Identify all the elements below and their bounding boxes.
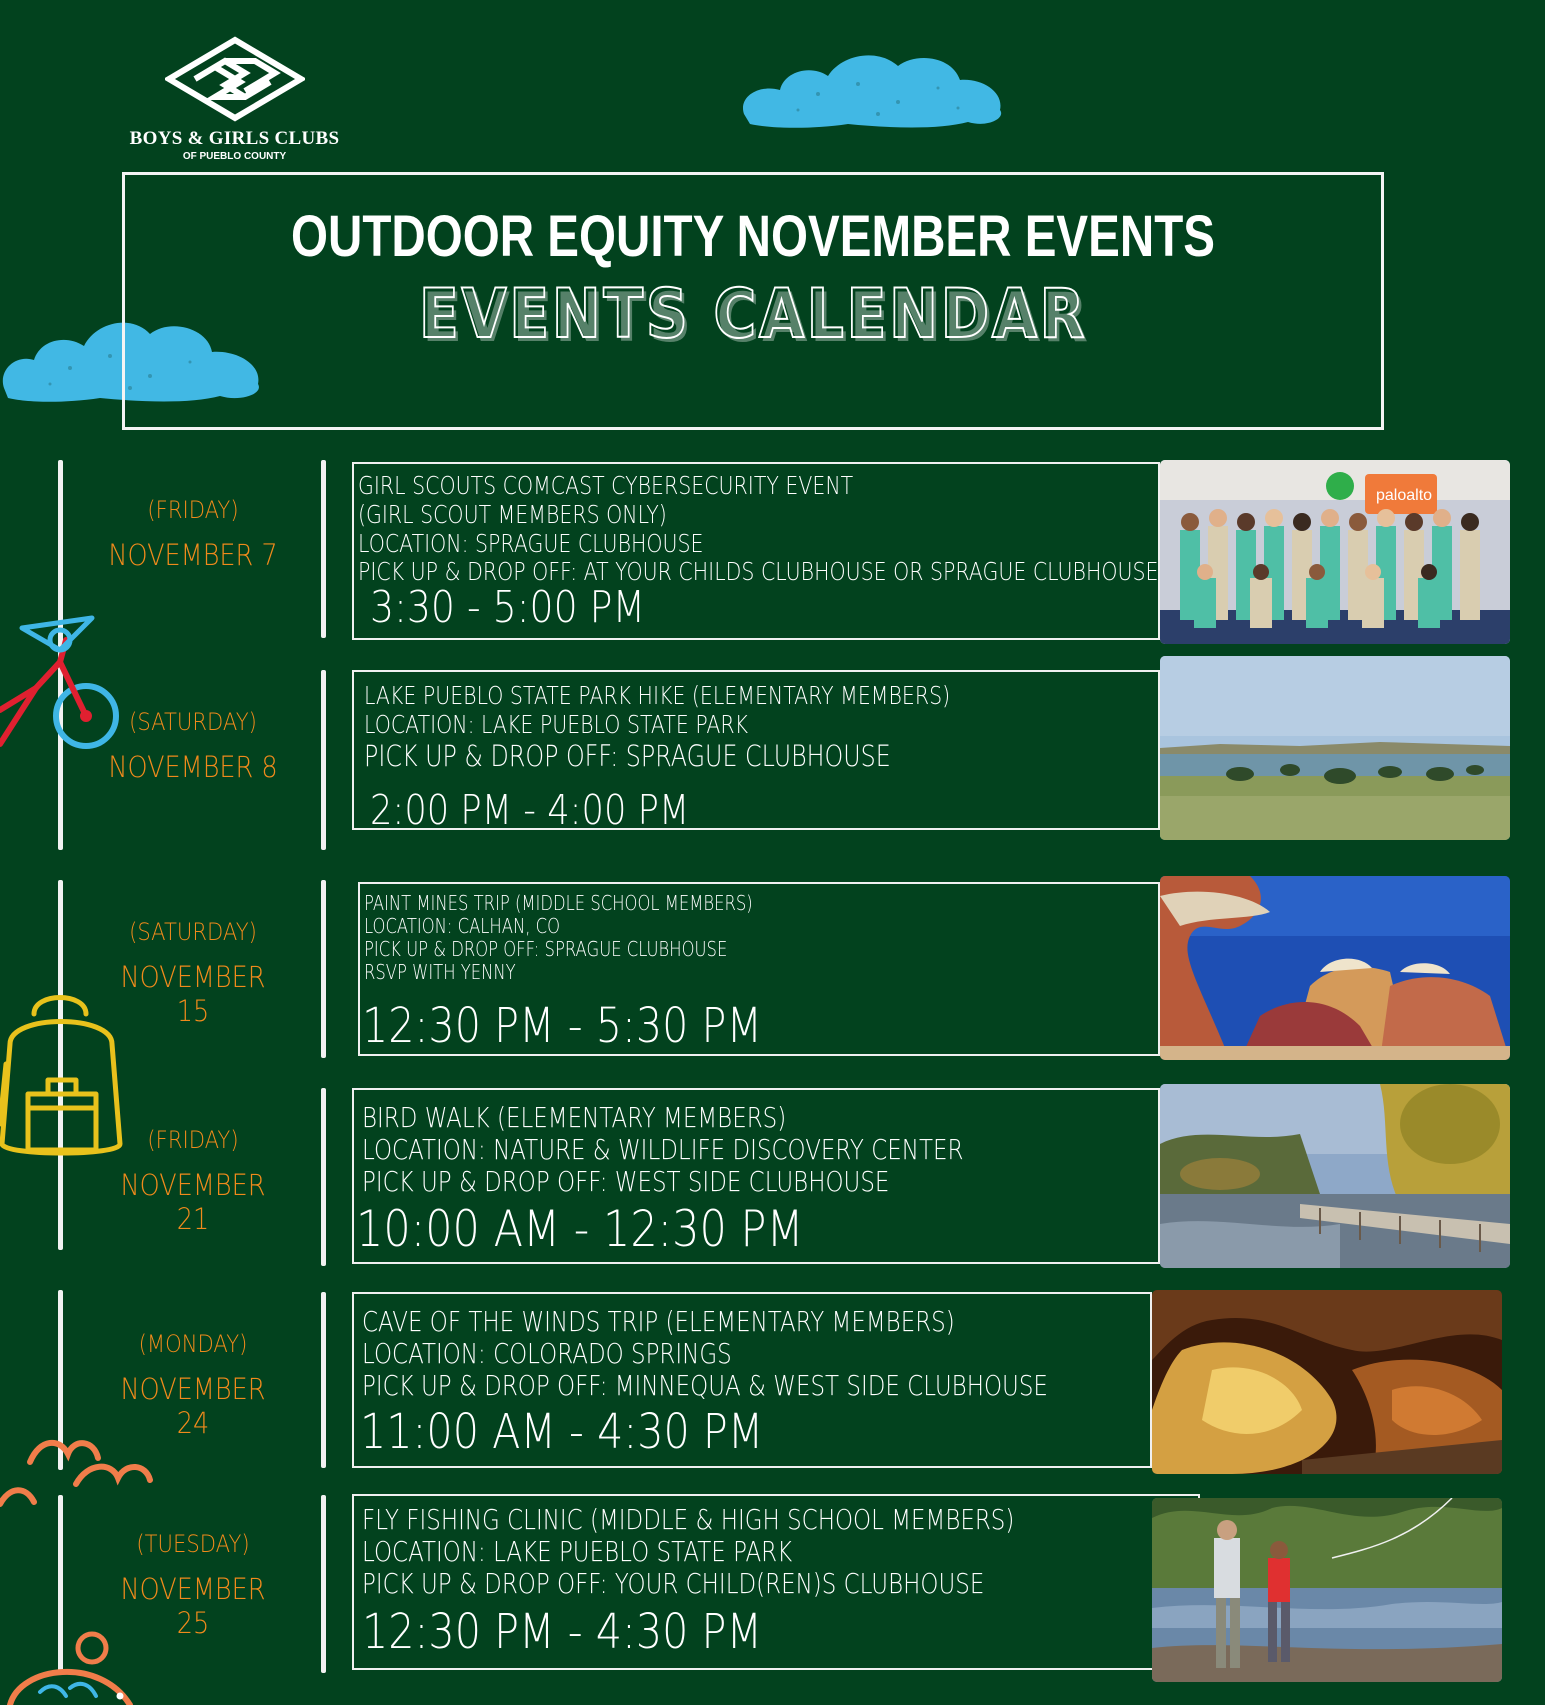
event-time: 3:30 - 5:00 PM: [370, 582, 646, 633]
event-location: LOCATION: SPRAGUE CLUBHOUSE: [358, 528, 704, 558]
paint-mines-photo-icon: [1160, 876, 1510, 1060]
event-details: [364, 682, 1102, 773]
event-box: [352, 1494, 1200, 1670]
event-date-label: NOVEMBER 21: [120, 1168, 266, 1236]
timeline-right-line: [321, 460, 326, 638]
event-day: (MONDAY): [138, 1330, 248, 1358]
event-time: 12:30 PM - 5:30 PM: [362, 998, 763, 1054]
event-pickup: PICK UP & DROP OFF: SPRAGUE CLUBHOUSE: [364, 738, 891, 773]
event-day: (TUESDAY): [136, 1530, 250, 1558]
event-location: LOCATION: LAKE PUEBLO STATE PARK: [364, 709, 749, 739]
logo-name: BOYS & GIRLS CLUBS: [129, 128, 340, 149]
event-detail-line: (GIRL SCOUT MEMBERS ONLY): [358, 499, 667, 529]
logo: [112, 36, 357, 166]
event-box: [352, 1292, 1152, 1468]
event-pickup: PICK UP & DROP OFF: MINNEQUA & WEST SIDE CLUBHOUSE: [362, 1369, 1048, 1403]
event-location: LOCATION: CALHAN, CO: [364, 914, 561, 938]
event-location: LOCATION: NATURE & WILDLIFE DISCOVERY CENTER: [362, 1133, 964, 1167]
event-box: [352, 670, 1160, 834]
event-title: LAKE PUEBLO STATE PARK HIKE (ELEMENTARY MEMBERS): [364, 681, 951, 710]
event-box: [358, 882, 1160, 1056]
timeline-right-line: [321, 880, 326, 1058]
event-box: [352, 1088, 1160, 1264]
timeline-right-line: [321, 1088, 326, 1266]
timeline-right-line: [321, 1292, 326, 1468]
boys-girls-clubs-logo-icon: [165, 36, 305, 122]
event-time: 10:00 AM - 12:30 PM: [356, 1200, 804, 1258]
lake-photo-icon: [1160, 656, 1510, 840]
event-title: FLY FISHING CLINIC (MIDDLE & HIGH SCHOOL MEMBERS): [362, 1503, 1015, 1536]
event-date-label: NOVEMBER 7: [108, 538, 278, 572]
logo-subtitle: OF PUEBLO COUNTY: [182, 151, 287, 162]
event-details: [362, 1102, 1100, 1199]
title-sub: EVENTS CALENDAR: [418, 275, 1088, 354]
title-box: [122, 172, 1384, 430]
event-pickup: PICK UP & DROP OFF: WEST SIDE CLUBHOUSE: [362, 1165, 890, 1199]
event-photo: [1160, 656, 1510, 840]
event-date-label: NOVEMBER 8: [108, 750, 278, 784]
event-day: (FRIDAY): [147, 496, 239, 524]
event-location: LOCATION: COLORADO SPRINGS: [362, 1337, 732, 1371]
event-day: (SATURDAY): [129, 918, 257, 946]
event-day: (FRIDAY): [147, 1126, 239, 1154]
event-rsvp: RSVP WITH YENNY: [364, 960, 516, 984]
event-pickup: PICK UP & DROP OFF: AT YOUR CHILDS CLUBHOUSE OR SPRAGUE CLUBHOUSE: [358, 557, 1159, 587]
event-details: [362, 1306, 1100, 1403]
event-pickup: PICK UP & DROP OFF: YOUR CHILD(REN)S CLUBHOUSE: [362, 1567, 985, 1601]
cave-photo-icon: [1152, 1290, 1502, 1474]
event-date: [101, 1126, 286, 1236]
event-photo: [1152, 1498, 1502, 1682]
event-photo: [1152, 1290, 1502, 1474]
cloud-icon: [738, 44, 1010, 130]
event-date: [101, 918, 286, 1028]
event-date: [101, 496, 286, 572]
event-title: BIRD WALK (ELEMENTARY MEMBERS): [362, 1101, 787, 1134]
event-day: (SATURDAY): [129, 708, 257, 736]
title-main: OUTDOOR EQUITY NOVEMBER EVENTS: [290, 204, 1216, 269]
event-date: [101, 1530, 286, 1640]
group-photo-icon: [1160, 460, 1510, 644]
event-date-label: NOVEMBER 15: [120, 960, 266, 1028]
fly-fishing-photo-icon: [1152, 1498, 1502, 1682]
timeline-right-line: [321, 670, 326, 850]
event-date: [101, 1330, 286, 1440]
event-details: [358, 471, 1159, 587]
event-time: 2:00 PM - 4:00 PM: [370, 786, 690, 834]
event-time: 11:00 AM - 4:30 PM: [360, 1404, 764, 1460]
event-details: [362, 1504, 1100, 1601]
svg-text:paloalto: paloalto: [1376, 487, 1433, 504]
event-time: 12:30 PM - 4:30 PM: [362, 1604, 763, 1660]
event-title: PAINT MINES TRIP (MIDDLE SCHOOL MEMBERS): [364, 891, 753, 915]
event-details: [364, 892, 1102, 984]
event-box: [352, 462, 1160, 640]
event-title: CAVE OF THE WINDS TRIP (ELEMENTARY MEMBERS): [362, 1305, 955, 1338]
event-date: [101, 708, 286, 784]
event-photo: [1160, 460, 1510, 644]
event-title: GIRL SCOUTS COMCAST CYBERSECURITY EVENT: [358, 471, 854, 500]
event-date-label: NOVEMBER 25: [120, 1572, 266, 1640]
timeline-right-line: [321, 1495, 326, 1673]
event-location: LOCATION: LAKE PUEBLO STATE PARK: [362, 1535, 793, 1569]
river-boardwalk-photo-icon: [1160, 1084, 1510, 1268]
birds-icon: [0, 1432, 160, 1522]
event-pickup: PICK UP & DROP OFF: SPRAGUE CLUBHOUSE: [364, 937, 728, 961]
event-date-label: NOVEMBER 24: [120, 1372, 266, 1440]
event-photo: [1160, 876, 1510, 1060]
event-photo: [1160, 1084, 1510, 1268]
